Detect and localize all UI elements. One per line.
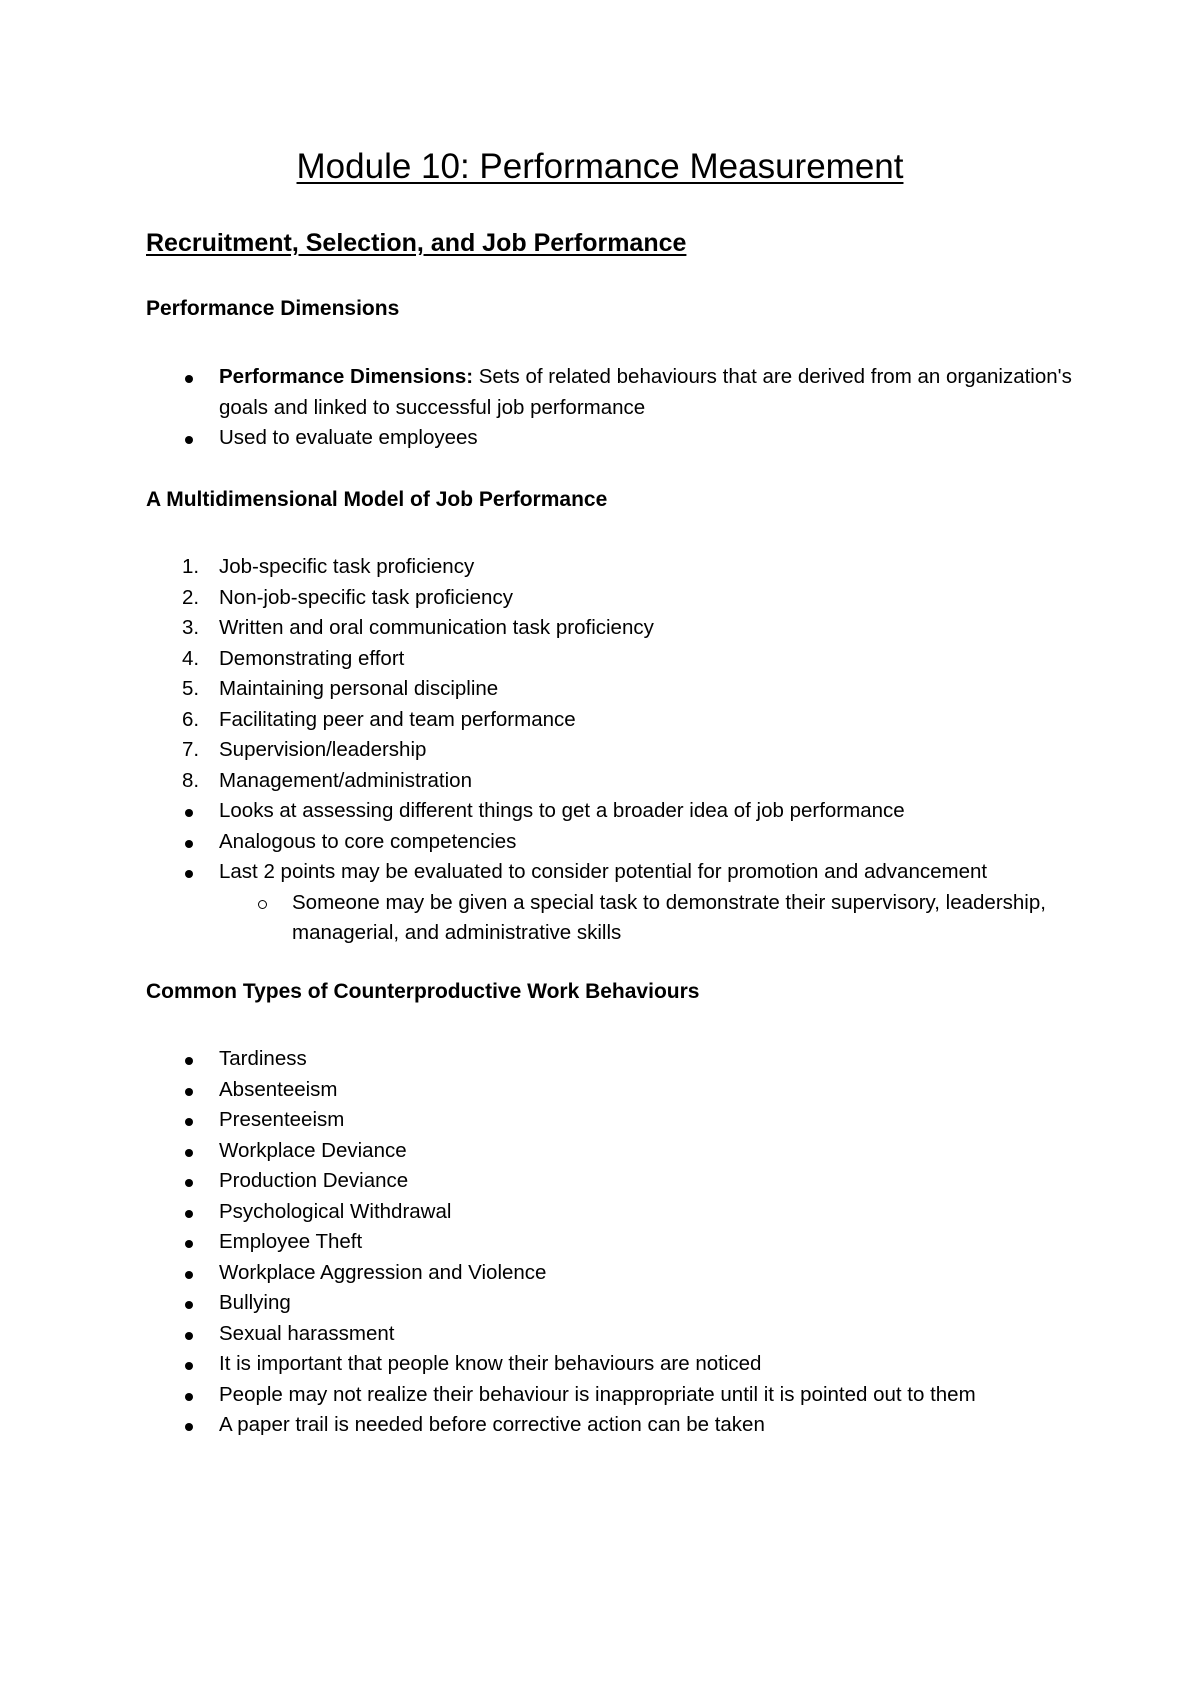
list-item xyxy=(146,362,1086,423)
bullet-icon xyxy=(185,1332,193,1340)
list-item-text: Looks at assessing different things to get a broader idea of job performance xyxy=(219,799,905,822)
item-number: 8. xyxy=(182,768,200,792)
bullet-icon xyxy=(185,436,193,444)
list-item-text: People may not realize their behaviour is inappropriate until it is pointed out to them xyxy=(219,1382,976,1406)
item-number: 5. xyxy=(182,677,200,700)
bullet-icon xyxy=(185,1179,193,1187)
bullet-icon xyxy=(185,375,193,383)
sub-list-item xyxy=(146,888,1086,949)
numbered-item-text: Non-job-specific task proficiency xyxy=(219,585,513,609)
list-item xyxy=(146,1410,1086,1441)
counterproductive-list xyxy=(146,1044,1086,1441)
item-number: 7. xyxy=(182,738,200,761)
item-number: 4. xyxy=(182,646,200,670)
list-item xyxy=(146,1258,1086,1289)
numbered-item-text: Written and oral communication task proficiency xyxy=(219,616,654,639)
page-title: Module 10: Performance Measurement xyxy=(296,147,904,186)
list-item xyxy=(146,1166,1086,1197)
list-item-text: Tardiness xyxy=(219,1047,307,1070)
term-label: Performance Dimensions: xyxy=(219,365,474,388)
performance-dimensions-heading: Performance Dimensions xyxy=(146,297,400,320)
list-item xyxy=(146,857,1086,888)
list-item-text: It is important that people know their behaviours are noticed xyxy=(219,1352,762,1375)
list-item xyxy=(146,1349,1086,1380)
list-item xyxy=(146,1105,1086,1136)
list-item-text: Psychological Withdrawal xyxy=(219,1199,452,1223)
counterproductive-heading: Common Types of Counterproductive Work Behaviours xyxy=(146,980,700,1003)
list-item-text: Used to evaluate employees xyxy=(219,426,478,449)
item-number: 1. xyxy=(182,555,200,578)
bullet-icon xyxy=(185,1393,193,1401)
bullet-icon xyxy=(185,1423,193,1431)
list-item xyxy=(146,1380,1086,1411)
list-item-text: Absenteeism xyxy=(219,1077,338,1101)
list-item-text: Production Deviance xyxy=(219,1169,409,1192)
numbered-item xyxy=(146,674,1086,705)
numbered-item-text: Facilitating peer and team performance xyxy=(219,707,576,731)
list-item xyxy=(146,1044,1086,1075)
numbered-item-text: Demonstrating effort xyxy=(219,646,405,670)
bullet-icon xyxy=(185,1088,193,1096)
numbered-item xyxy=(146,613,1086,644)
list-item xyxy=(146,1136,1086,1167)
bullet-icon xyxy=(185,1240,193,1248)
list-item xyxy=(146,1075,1086,1106)
performance-dimensions-list xyxy=(146,362,1086,454)
numbered-item xyxy=(146,766,1086,797)
numbered-item xyxy=(146,705,1086,736)
numbered-item xyxy=(146,583,1086,614)
item-number: 3. xyxy=(182,616,200,639)
bullet-icon xyxy=(185,809,193,817)
multidimensional-model-list xyxy=(146,552,1086,949)
list-item-text: Workplace Aggression and Violence xyxy=(219,1260,547,1284)
bullet-icon xyxy=(185,1362,193,1370)
list-item xyxy=(146,423,1086,454)
list-item-text: Last 2 points may be evaluated to consider potential for promotion and advancement xyxy=(219,860,988,883)
sub-list-item-text: Someone may be given a special task to demonstrate their supervisory, leadership, managerial, and administrative skills xyxy=(292,890,1046,944)
bullet-icon xyxy=(185,1118,193,1126)
bullet-icon xyxy=(185,840,193,848)
list-item-text: Presenteeism xyxy=(219,1108,345,1131)
numbered-item-text: Management/administration xyxy=(219,768,472,792)
list-item-text: Sexual harassment xyxy=(219,1321,395,1345)
list-item-text: Bullying xyxy=(219,1291,291,1314)
numbered-item xyxy=(146,735,1086,766)
numbered-item-text: Maintaining personal discipline xyxy=(219,677,499,700)
term-definition: Sets of related behaviours that are derived from an organization's goals and linked to successful job performance xyxy=(219,365,1072,419)
list-item-text: A paper trail is needed before corrective action can be taken xyxy=(219,1413,765,1436)
numbered-item-text: Job-specific task proficiency xyxy=(219,555,475,578)
list-item xyxy=(146,796,1086,827)
bullet-icon xyxy=(185,1271,193,1279)
list-item-text: Workplace Deviance xyxy=(219,1138,407,1162)
numbered-item xyxy=(146,644,1086,675)
bullet-icon xyxy=(185,1210,193,1218)
bullet-icon xyxy=(185,1149,193,1157)
bullet-icon xyxy=(185,1057,193,1065)
item-number: 6. xyxy=(182,707,200,731)
numbered-item-text: Supervision/leadership xyxy=(219,738,427,761)
section-heading: Recruitment, Selection, and Job Performance xyxy=(146,229,687,257)
multidimensional-model-heading: A Multidimensional Model of Job Performance xyxy=(146,488,608,511)
list-item xyxy=(146,1227,1086,1258)
list-item xyxy=(146,1288,1086,1319)
bullet-icon xyxy=(185,1301,193,1309)
list-item-text: Employee Theft xyxy=(219,1230,363,1253)
list-item-text: Analogous to core competencies xyxy=(219,829,517,853)
numbered-item xyxy=(146,552,1086,583)
bullet-icon xyxy=(185,870,193,878)
list-item xyxy=(146,1319,1086,1350)
item-number: 2. xyxy=(182,585,200,609)
hollow-bullet-icon xyxy=(258,900,267,909)
list-item xyxy=(146,827,1086,858)
list-item xyxy=(146,1197,1086,1228)
